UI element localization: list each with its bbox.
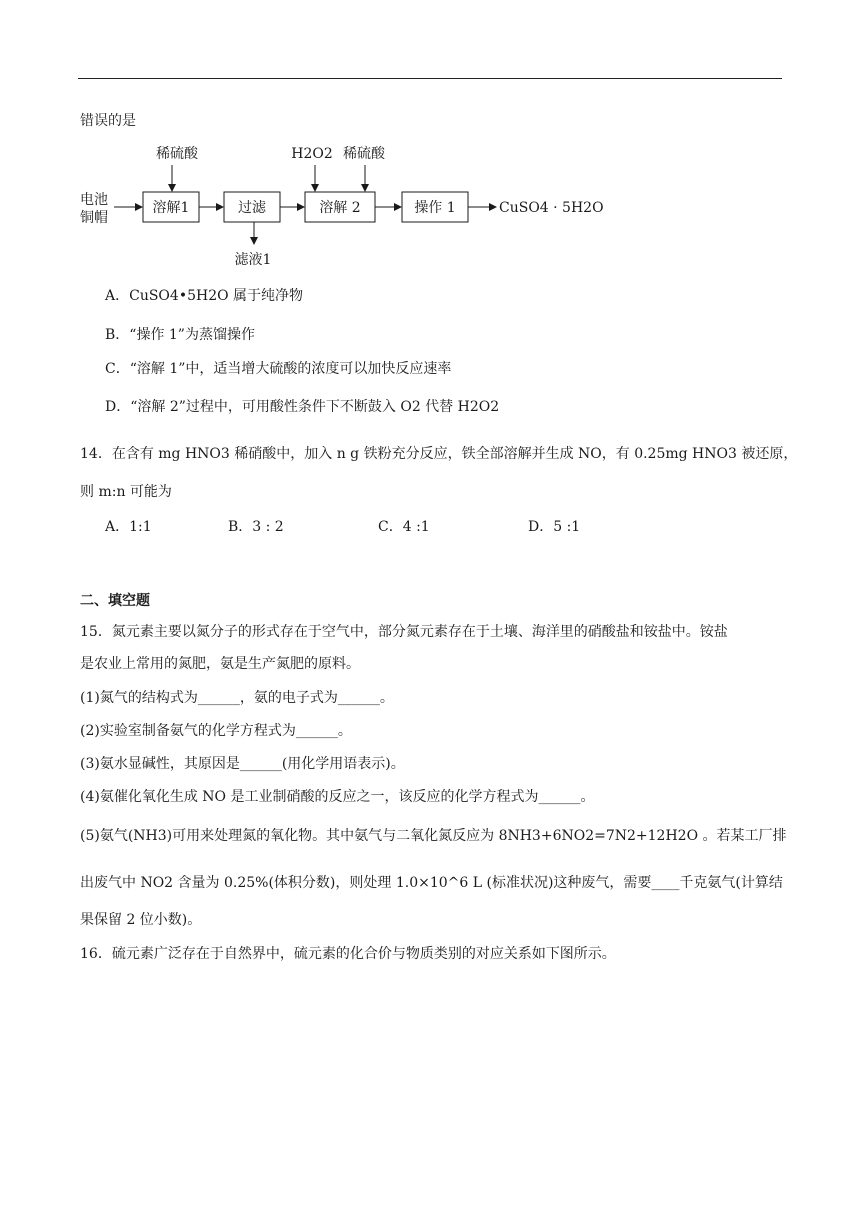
section-title-text: 二、填空题 <box>80 593 150 609</box>
flow-box1-label: 溶解1 <box>152 200 190 216</box>
q14-option-a: A．1:1 <box>105 519 152 535</box>
q15-stem-line1: 15．氮元素主要以氮分子的形式存在于空气中，部分氮元素存在于土壤、海洋里的硝酸盐和铵盐中。铵盐 <box>80 624 728 640</box>
q13-option-c: C．“溶解 1”中，适当增大硫酸的浓度可以加快反应速率 <box>105 361 452 377</box>
flow-box2-label: 过滤 <box>238 200 266 216</box>
flow-source-line2: 铜帽 <box>80 210 108 226</box>
q13-option-d: D．“溶解 2”过程中，可用酸性条件下不断鼓入 O2 代替 H2O2 <box>105 399 500 415</box>
q15-part1: (1)氮气的结构式为______，氨的电子式为______。 <box>80 690 394 706</box>
flow-box4-label: 操作 1 <box>414 200 456 216</box>
q15-part5-line2: 出废气中 NO2 含量为 0.25%(体积分数)，则处理 1.0×10^6 L (标准状况)这种废气，需要____千克氨气(计算结 <box>80 875 783 891</box>
q15-part5-line3: 果保留 2 位小数)。 <box>80 912 202 928</box>
q14-stem: 14．在含有 mg HNO3 稀硝酸中，加入 n g 铁粉充分反应，铁全部溶解并生成 NO，有 0.25mg HNO3 被还原， <box>80 446 798 462</box>
q14-option-d: D．5 :1 <box>528 519 581 535</box>
q13-option-b: B．“操作 1”为蒸馏操作 <box>105 327 255 343</box>
flow-box3-label: 溶解 2 <box>319 200 361 216</box>
flow-source-line1: 电池 <box>80 192 108 208</box>
flow-input2-label: H2O2 <box>291 146 333 162</box>
q15-stem-line2: 是农业上常用的氮肥，氨是生产氮肥的原料。 <box>80 656 360 672</box>
q16-stem: 16．硫元素广泛存在于自然界中，硫元素的化合价与物质类别的对应关系如下图所示。 <box>80 946 616 962</box>
q14-option-b: B．3 : 2 <box>228 519 284 535</box>
q15-part4: (4)氨催化氧化生成 NO 是工业制硝酸的反应之一，该反应的化学方程式为______。 <box>80 789 595 805</box>
q14-stem-cont: 则 m:n 可能为 <box>80 484 172 500</box>
flow-input3-label: 稀硫酸 <box>343 146 385 162</box>
q13-option-a: A．CuSO4•5H2O 属于纯净物 <box>105 288 304 304</box>
flow-input1-label: 稀硫酸 <box>156 146 198 162</box>
q15-part5-line1: (5)氨气(NH3)可用来处理氮的氧化物。其中氨气与二氧化氮反应为 8NH3+6NO2=7N2+12H2O 。若某工厂排 <box>80 828 787 844</box>
flow-byproduct-label: 滤液1 <box>234 252 272 268</box>
flow-output-label: CuSO4 · 5H2O <box>499 200 604 216</box>
intro-text: 错误的是 <box>80 113 136 129</box>
q15-part3: (3)氨水显碱性，其原因是______(用化学用语表示)。 <box>80 756 405 772</box>
q15-part2: (2)实验室制备氨气的化学方程式为______。 <box>80 723 352 739</box>
process-flowchart <box>72 138 612 273</box>
header-rule <box>78 78 782 79</box>
q14-option-c: C．4 :1 <box>378 519 430 535</box>
section-title <box>80 591 150 611</box>
